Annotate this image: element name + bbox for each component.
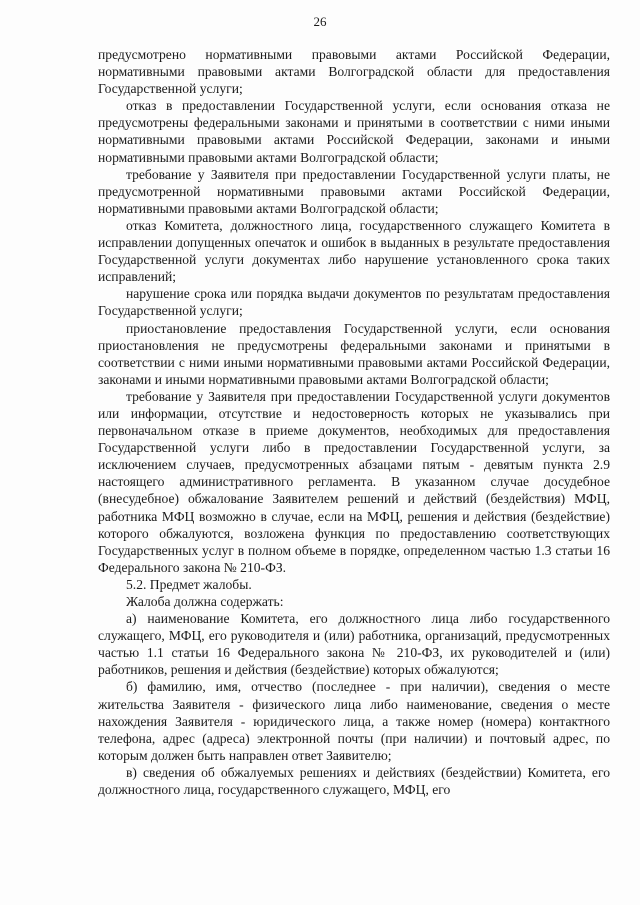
paragraph-continuation: предусмотрено нормативными правовыми актами Российской Федерации, нормативными правовыми актами Волгоградской области для предоставления Государственной услуги; bbox=[98, 47, 610, 97]
paragraph: приостановление предоставления Государственной услуги, если основания приостановления не предусмотрены федеральными законами и принятыми в соответствии с ними иными нормативными правовыми актами Российской Федерации, законами и иными нормативными правовыми актами Волгоградской области; bbox=[98, 320, 610, 387]
list-item: а) наименование Комитета, его должностного лица либо государственного служащего, МФЦ, его руководителя и (или) работника, организаций, предусмотренных частью 1.1 статьи 16 Федерального закона № 210-ФЗ, их руководителей и (или) работников, решения и действия (бездействие) которых обжалуются; bbox=[98, 611, 610, 678]
paragraph: требование у Заявителя при предоставлении Государственной услуги платы, не предусмотренной нормативными правовыми актами Российской Федерации, нормативными правовыми актами Волгоградской области; bbox=[98, 166, 610, 216]
document-body bbox=[98, 46, 610, 798]
paragraph: нарушение срока или порядка выдачи документов по результатам предоставления Государственной услуги; bbox=[98, 286, 610, 319]
page-number: 26 bbox=[313, 14, 327, 29]
section-heading: 5.2. Предмет жалобы. bbox=[126, 576, 252, 592]
paragraph: Жалоба должна содержать: bbox=[126, 594, 284, 609]
paragraph: отказ в предоставлении Государственной услуги, если основания отказа не предусмотрены федеральными законами и принятыми в соответствии с ними иными нормативными правовыми актами Российской Федерации, законами и иными нормативными правовыми актами Волгоградской области; bbox=[98, 98, 610, 165]
list-item: в) сведения об обжалуемых решениях и действиях (бездействии) Комитета, его должностного лица, государственного служащего, МФЦ, его bbox=[98, 764, 610, 798]
paragraph: отказ Комитета, должностного лица, государственного служащего Комитета в исправлении допущенных опечаток и ошибок в выданных в результате предоставления Государственной услуги документах либо нарушение установленного срока таких исправлений; bbox=[98, 217, 610, 285]
paragraph: требование у Заявителя при предоставлении Государственной услуги документов или информации, отсутствие и недостоверность которых не указывались при первоначальном отказе в приеме документов, необходимых для предоставления Государственной услуги либо в предоставлении Государственной услуги, за исключением случаев, предусмотренных абзацами пятым - девятым пункта 2.9 настоящего административного регламента. В указанном случае досудебное (внесудебное) обжалование Заявителем решений и действий (бездействия) МФЦ, работника МФЦ возможно в случае, если на МФЦ, решения и действия (бездействие) которого обжалуются, возложена функция по предоставлению соответствующих Государственных услуг в полном объеме в порядке, определенном частью 1.3 статьи 16 Федерального закона № 210-ФЗ. bbox=[98, 388, 610, 575]
list-item: б) фамилию, имя, отчество (последнее - при наличии), сведения о месте жительства Заявителя - физического лица либо наименование, сведения о месте нахождения Заявителя - юридического лица, а также номер (номера) контактного телефона, адрес (адреса) электронной почты (при наличии) и почтовый адрес, по которым должен быть направлен ответ Заявителю; bbox=[98, 679, 610, 763]
